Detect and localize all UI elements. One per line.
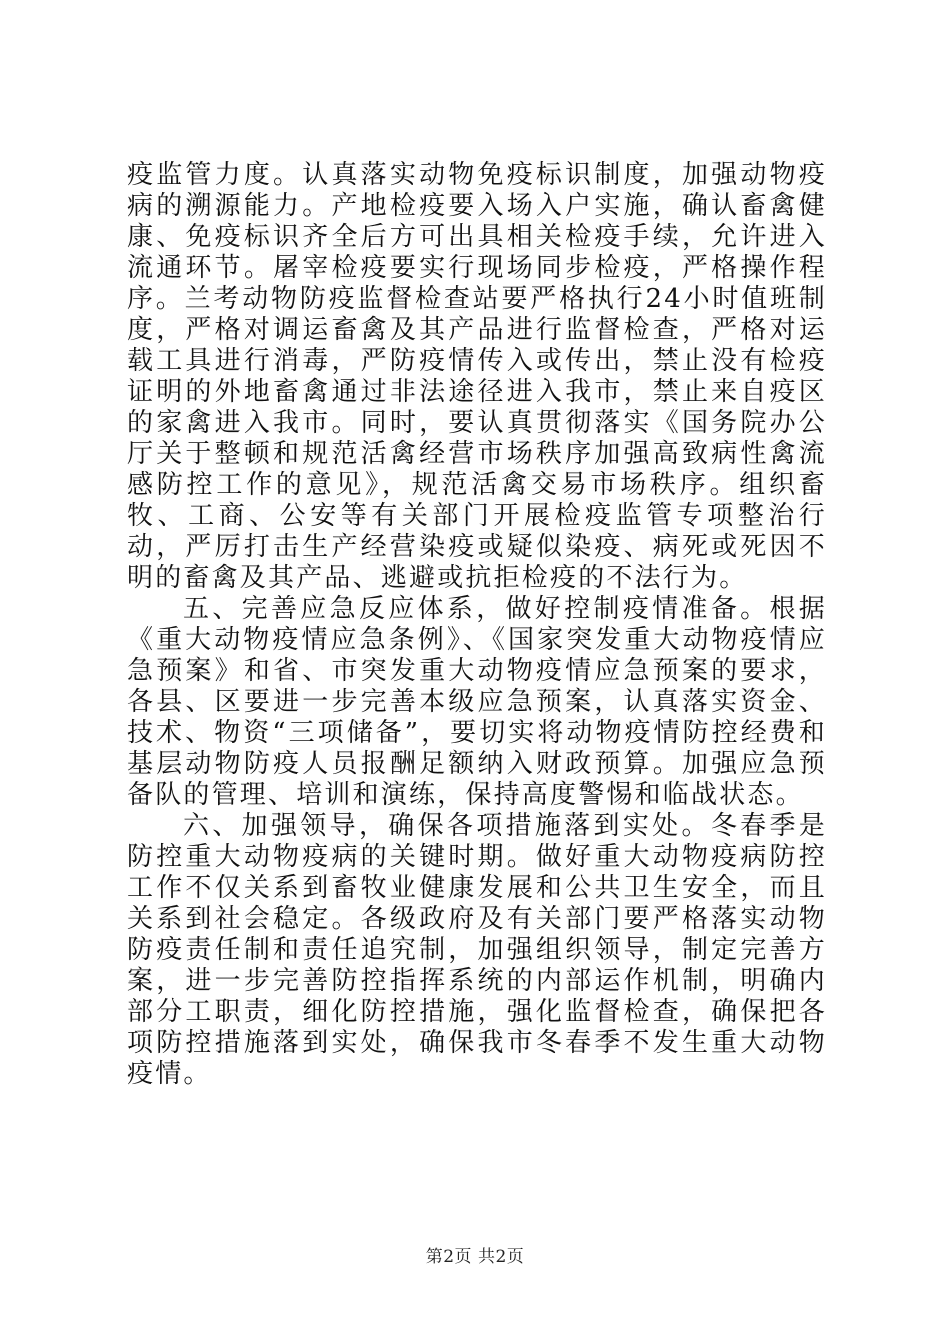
- page-number-label: 第2页 共2页: [425, 1247, 525, 1267]
- document-body: [127, 160, 827, 1090]
- page-footer: [0, 1242, 950, 1267]
- paragraph-continuation: 疫监管力度。认真落实动物免疫标识制度，加强动物疫病的溯源能力。产地检疫要入场入户实施，确认畜禽健康、免疫标识齐全后方可出具相关检疫手续，允许进入流通环节。屠宰检疫要实行现场同步检疫，严格操作程序。兰考动物防疫监督检查站要严格执行24小时值班制度，严格对调运畜禽及其产品进行监督检查，严格对运载工具进行消毒，严防疫情传入或传出，禁止没有检疫证明的外地畜禽通过非法途径进入我市，禁止来自疫区的家禽进入我市。同时，要认真贯彻落实《国务院办公厅关于整顿和规范活禽经营市场秩序加强高致病性禽流感防控工作的意见》，规范活禽交易市场秩序。组织畜牧、工商、公安等有关部门开展检疫监管专项整治行动，严厉打击生产经营染疫或疑似染疫、病死或死因不明的畜禽及其产品、逃避或抗拒检疫的不法行为。: [127, 160, 827, 593]
- paragraph-section-five: 五、完善应急反应体系，做好控制疫情准备。根据《重大动物疫情应急条例》、《国家突发重大动物疫情应急预案》和省、市突发重大动物疫情应急预案的要求，各县、区要进一步完善本级应急预案，认真落实资金、技术、物资“三项储备”，要切实将动物疫情防控经费和基层动物防疫人员报酬足额纳入财政预算。加强应急预备队的管理、培训和演练，保持高度警惕和临战状态。: [127, 594, 827, 810]
- paragraph-section-six: 六、加强领导，确保各项措施落到实处。冬春季是防控重大动物疫病的关键时期。做好重大动物疫病防控工作不仅关系到畜牧业健康发展和公共卫生安全，而且关系到社会稳定。各级政府及有关部门要严格落实动物防疫责任制和责任追究制，加强组织领导，制定完善方案，进一步完善防控指挥系统的内部运作机制，明确内部分工职责，细化防控措施，强化监督检查，确保把各项防控措施落到实处，确保我市冬春季不发生重大动物疫情。: [127, 811, 827, 1089]
